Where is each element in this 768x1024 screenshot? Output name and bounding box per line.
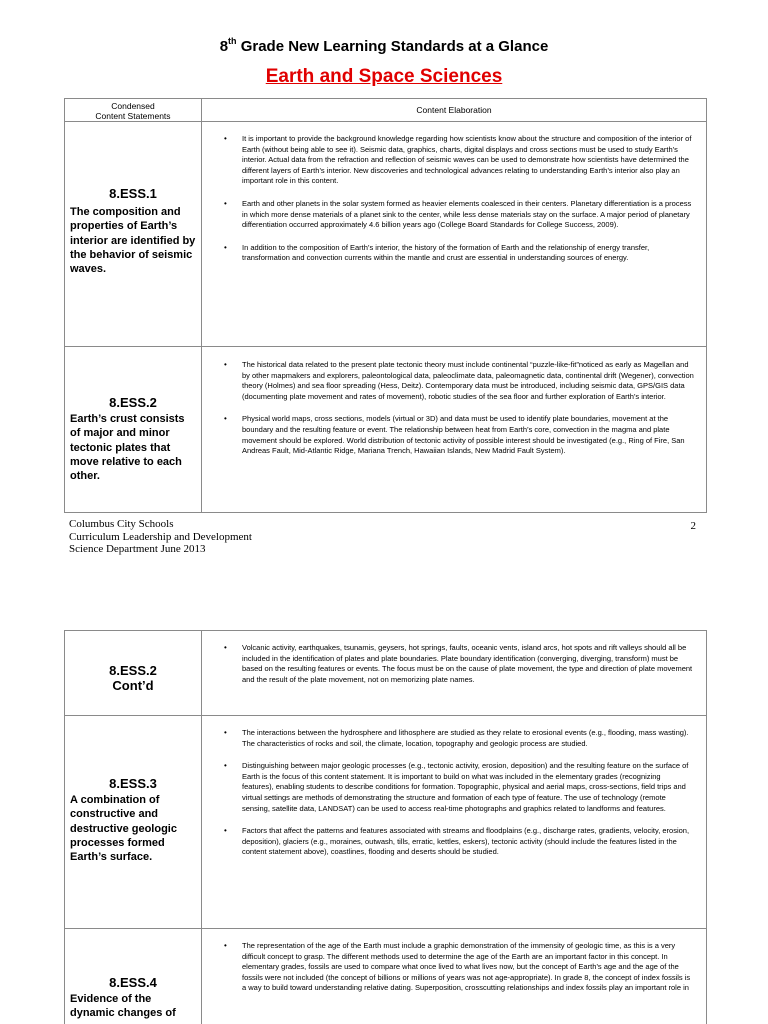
elaboration-list bbox=[202, 941, 706, 994]
page-footer bbox=[69, 518, 252, 556]
footer-date: Science Department June 2013 bbox=[69, 543, 206, 555]
table-row bbox=[65, 347, 707, 513]
table-row bbox=[65, 122, 707, 347]
standard-code: 8.ESS.4 bbox=[109, 975, 157, 990]
standard-code: 8.ESS.3 bbox=[109, 776, 157, 791]
header-content-elaboration: Content Elaboration bbox=[416, 105, 492, 115]
elaboration-bullet: • The historical data related to the present plate tectonic theory must include continental “puzzle-like-fit”noticed as early as Magellan and by other mapmakers and explorers, paleontological data, paleoclimate data, paleomagnetic data, continental drift (Wegener), convection theory (Holmes) and sea floor spreading (Hess, Deitz). Contemporary data must be introduced, including seismic data, GPS/GIS data (documenting plate movement and rates of movement), robotic studies of the sea floor and further exploration of Earth’s interior. bbox=[242, 360, 694, 402]
standard-statement: Earth’s crust consists of major and minor tectonic plates that move relative to each other. bbox=[70, 413, 185, 483]
standard-code: 8.ESS.2 bbox=[109, 395, 157, 410]
standard-code: 8.ESS.2 bbox=[109, 663, 157, 678]
footer-school: Columbus City Schools bbox=[69, 518, 174, 530]
table-row bbox=[65, 929, 707, 1024]
elaboration-bullet: • Volcanic activity, earthquakes, tsunamis, geysers, hot springs, faults, oceanic vents, island arcs, hot spots and rift valleys should all be included in the identification of plates and plate boundaries. Plate boundary identification (converging, diverging, transform) must be based on the resulting features or events. The focus must be on the cause of plate movement, the type and direction of plate movement and the result of the plate movement, not on memorizing plate names. bbox=[242, 643, 694, 685]
standards-table-continued bbox=[64, 630, 707, 1024]
elaboration-list bbox=[202, 728, 706, 858]
elaboration-bullet: • It is important to provide the background knowledge regarding how scientists know about the structure and composition of the interior of Earth (without being able to see it). Seismic data, graphics, charts, digital displays and cross sections must be used to study Earth’s interior. Actual data from the refraction and reflection of seismic waves can be used to demonstrate how scientists have determined the different layers of Earth’s interior. New discoveries and technological advances relating to understanding Earth’s interior also play an important role in this content. bbox=[242, 134, 694, 187]
header-condensed-statements: Condensed Content Statements bbox=[95, 101, 171, 121]
elaboration-bullet: • The representation of the age of the Earth must include a graphic demonstration of the immensity of geologic time, as this is a very difficult concept to grasp. The different methods used to determine the age of the Earth are an important factor in this concept. In elementary grades, fossils are used to compare what once lived to what lives now, but the concept of Earth’s age and the age of the fossils were not included (the concept of billions or millions of years was not age-appropriate). In grade 8, the concept of index fossils is a way to build toward understanding relative dating. Superposition, crosscutting relationships and index fossils play an important role in bbox=[242, 941, 694, 994]
table-header-row bbox=[65, 99, 707, 122]
standard-continued-label: Cont’d bbox=[112, 678, 154, 693]
elaboration-bullet: • In addition to the composition of Earth’s interior, the history of the formation of Earth and the relationship of energy transfer, transformation and convection currents within the mantle and crust are essential in understanding sources of energy. bbox=[242, 243, 694, 264]
elaboration-bullet: • The interactions between the hydrosphere and lithosphere are studied as they relate to erosional events (e.g., flooding, mass wasting). The characteristics of rocks and soil, the climate, location, topography and geologic process are studied. bbox=[242, 728, 694, 749]
page-gap bbox=[0, 570, 768, 626]
elaboration-bullet: • Distinguishing between major geologic processes (e.g., tectonic activity, erosion, deposition) and the resulting feature on the surface of Earth is the focus of this content statement. It is important to build on what was included in the elementary grades (recognizing features), enabling students to describe conditions for formation. Topographic, physical and aerial maps, cross-sections, field trips and virtual settings are methods of demonstrating the structure and formation of each type of feature. The use of technology (remote sensing, satellite data, LANDSAT) can be used to access real-time photographs and graphics related to landforms and features. bbox=[242, 761, 694, 814]
document-subtitle: Earth and Space Sciences bbox=[265, 66, 503, 87]
standard-code: 8.ESS.1 bbox=[109, 186, 157, 201]
footer-department: Curriculum Leadership and Development bbox=[69, 530, 252, 543]
elaboration-list bbox=[202, 360, 706, 457]
standard-statement: Evidence of the dynamic changes of bbox=[70, 993, 176, 1020]
standards-table bbox=[64, 98, 707, 513]
elaboration-list bbox=[202, 643, 706, 685]
document-title: 8th Grade New Learning Standards at a Glance bbox=[219, 36, 549, 55]
elaboration-bullet: • Physical world maps, cross sections, models (virtual or 3D) and data must be used to identify plate boundaries, movement at the boundary and the resulting feature or event. The relationship between heat from Earth’s core, convection in the magma and plate movement should be explored. World distribution of tectonic activity of possible interest should be investigated (e.g., Ring of Fire, San Andreas Fault, Mid-Atlantic Ridge, Mariana Trench, Hawaiian Islands, New Madrid Fault System). bbox=[242, 414, 694, 456]
standard-statement: A combination of constructive and destructive geologic processes formed Earth’s surface. bbox=[70, 794, 177, 864]
page-number: 2 bbox=[690, 520, 696, 532]
elaboration-bullet: • Factors that affect the patterns and features associated with streams and floodplains (e.g., discharge rates, gradients, velocity, erosion, deposition), glaciers (e.g., moraines, outwash, tills, erratic, kettles, eskers), tectonic activity (should include the features listed in the content statement above), coastlines, flooding and deserts should be studied. bbox=[242, 826, 694, 858]
elaboration-list bbox=[202, 134, 706, 264]
elaboration-bullet: • Earth and other planets in the solar system formed as heavier elements coalesced in their centers. Planetary differentiation is a process in which more dense materials of a planet sink to the center, while less dense materials stay on the surface. A major period of planetary differentiation occurred approximately 4.6 billion years ago (College Board Standards for College Success, 2009). bbox=[242, 199, 694, 231]
standard-statement: The composition and properties of Earth’s interior are identified by the behavior of seismic waves. bbox=[70, 206, 196, 276]
page-two bbox=[0, 626, 768, 1024]
table-row bbox=[65, 716, 707, 929]
table-row bbox=[65, 631, 707, 716]
